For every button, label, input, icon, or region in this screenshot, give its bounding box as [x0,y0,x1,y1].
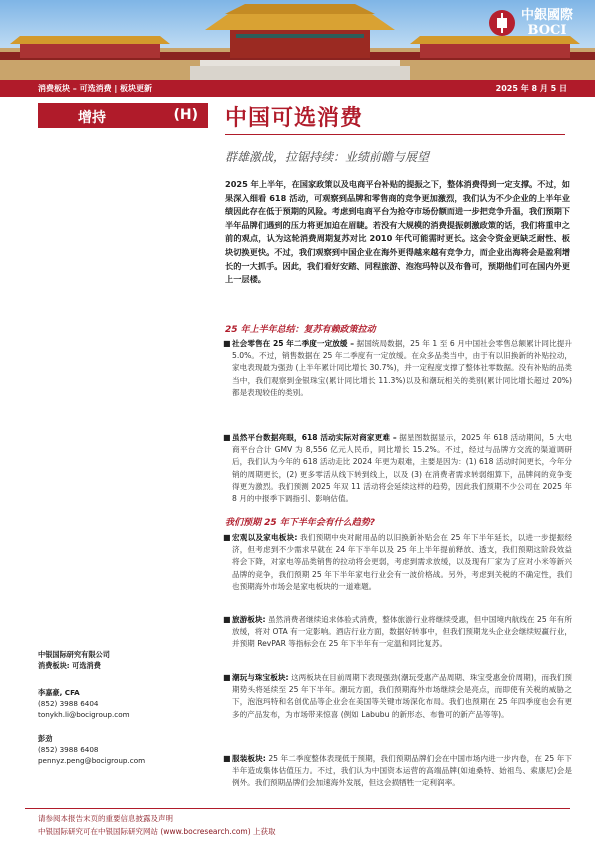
bullet-icon: ■ [223,339,231,348]
disclosure-note[interactable]: 请参阅本报告末页的重要信息披露及声明 [38,814,173,823]
bullet-icon: ■ [223,533,231,542]
bullet-body: 虽然消费者继续追求体验式消费，整体旅游行业将继续受惠，但中国境内航线在 25 年有所放缓，将对 OTA 有一定影响。酒店行业方面，数据好转事中，但我们预期龙头企业会继续短赢行业，并预期 RevPAR 等指标会在 25 年下半年有一定温和同比复苏。 [232,615,572,649]
logo-english: BOCI [527,23,567,38]
analyst-phone: (852) 3988 6408 [38,745,99,754]
page-title: 中国可选消费 [225,106,364,131]
list-item [223,672,572,721]
bullet-icon: ■ [223,433,231,442]
bullet-body: 据国统局数据，25 年 1 至 6 月中国社会零售总额累计同比提升 5.0%。不过，销售数据在 25 年二季度有一定放缓。在众多品类当中，由于有以旧换新的补贴拉动，家电表现最为强劲 (上半年累计同比增长 30.7%)，并一定程度支撑了整体社零数据。没有补贴的品类当中，我们观察到金银珠宝(累计同比增长 11.3%)以及和潮玩相关的类别(累计同比增长超过 20%) 都是表现较佳的类别。 [232,339,573,397]
rating-badge [38,103,208,128]
bullet-body: 这两板块在目前周期下表现强劲(潮玩受惠产品周期、珠宝受惠金价周期)，而我们预期势头将延续至 25 年下半年。潮玩方面，我们预期海外市场继续会是亮点，而即使有关税的威胁之下，泡泡玛特和名创优品等企业会在美国等关键市场深化布局。我们也预期在 25 年四季度也会有更多的产品发布，为市场带来惊喜 (例如 Labubu 的新形态、布鲁可的新产品等等)。 [232,673,572,719]
analyst-phone: (852) 3988 6404 [38,699,99,708]
list-item [223,753,572,790]
logo-chinese: 中銀國際 [520,8,573,23]
section-heading-h2-outlook: 我们预期 25 年下半年会有什么趋势? [225,518,376,528]
summary-paragraph: 2025 年上半年，在国家政策以及电商平台补贴的提振之下，整体消费得到一定支撑。不过，如果深入细看 618 活动，可观察到品牌和零售商的竞争更加激烈，我们认为不少企业的上半年业绩因此存在低于预期的风险。考虑到电商平台为抢夺市场份额而进一步把竞争升温，我们预期下半年品牌们遇到的压力将更加迫在眉睫。若没有大规模的消费提振刺激政策的话，我们将重申之前的观点，认为这轮消费周期复苏对比 2010 年代可能需时更长。这会令资金更缺乏耐性、板块切换更快。不过，我们观察到中国企业在海外更得越来越有竞争力，而企业出海将会是盈利增长的一大抓手。因此，我们看好安踏、同程旅游、泡泡玛特以及布鲁可，预期他们可在国内外更上一层楼。 [225,179,570,285]
website-note[interactable]: 中银国际研究可在中银国际研究网站 (www.bocresearch.com) 上获取 [38,827,276,836]
analyst-contact [38,733,145,766]
list-item [223,614,572,651]
bullet-icon: ■ [223,615,231,624]
bullet-head: 服装板块: [232,754,266,763]
breadcrumb-bar [0,80,595,97]
header-banner [0,0,595,80]
sidebar-org-block [38,649,110,671]
breadcrumb: 消费板块 – 可选消费 | 板块更新 [38,84,153,93]
footer-divider [25,808,570,809]
sector-label: 消费板块: 可选消费 [38,661,101,670]
analyst-email[interactable]: tonykh.li@bocigroup.com [38,710,130,719]
bullet-head: 宏观以及家电板块: [232,533,298,542]
bullet-icon: ■ [223,754,231,763]
bullet-body: 我们预期中央对耐用品的以旧换新补贴会在 25 年下半年延长，以进一步提振经济，但考虑到不少需求早就在 24 年下半年以及 25 年上半年提前释放、透支，我们预期这阶段效益将会下降，对家电等品类销售的拉动将会更弱，考虑到需求放缓，以及现有厂家为了应对小米等新兴品牌的竞争，我们预期 25 年下半年家电行业会有一波价格战。另外，考虑到关税的不确定性，我们也预期海外市场会是家电板块的一道难题。 [232,533,572,591]
analyst-contact [38,687,130,720]
title-divider [225,134,565,135]
bullet-head: 旅游板块: [232,615,266,624]
bullet-head: 潮玩与珠宝板块: [232,673,289,682]
rating-label: 增持 [78,110,106,126]
list-item [223,532,572,593]
section-heading-h1-summary: 25 年上半年总结：复苏有赖政策拉动 [225,325,376,335]
bullet-body: 据星图数据显示，2025 年 618 活动期间，5 大电商平台合计 GMV 为 8,556 亿元人民币，同比增长 15.2%。不过，经过与品牌方交流的渠道调研后，我们认为今年的 618 活动走比 2024 年更为艰难，主要是因为：(1) 618 活动时间更长，今年分销的周期更长，(2) 更多零活从线下转到线上，以及 (3) 在消费者需求转弱细算下，品牌间的竞争变得更为激烈。我们预测 2025 年双 11 活动将会延续这样的趋势，因此我们预期不少公司在 2025 年 8 月的中报季下调指引、影响估值。 [232,433,572,504]
analyst-name: 彭劲 [38,734,53,743]
list-item [223,338,573,399]
bullet-head: 虽然平台数据亮眼，618 活动实际对商家更难 – [232,433,397,442]
rating-suffix: (H) [173,107,198,123]
bullet-body: 25 年二季度整体表现低于预期，我们预期品牌们会在中国市场内进一步内卷，在 25 年下半年造成集体估值压力。不过，我们认为中国资本运营的高端品牌(如迪桑特、始祖鸟、索康尼)会是例外。我们预期品牌们会加速海外发展，但这会损牺牲一定利润率。 [232,754,572,788]
bullet-icon: ■ [223,673,231,682]
bank-of-china-emblem-icon [489,10,515,36]
bullet-head: 社会零售在 25 年二季度一定放缓 – [232,339,355,348]
report-date: 2025 年 8 月 5 日 [495,84,567,93]
analyst-name: 李嘉豪, CFA [38,688,80,697]
list-item [223,432,572,505]
analyst-email[interactable]: pennyz.peng@bocigroup.com [38,756,146,765]
boci-logo[interactable] [489,8,573,38]
page-subtitle: 群雄激战，拉锯持续：业绩前瞻与展望 [225,150,430,164]
org-name: 中银国际研究有限公司 [38,650,110,659]
